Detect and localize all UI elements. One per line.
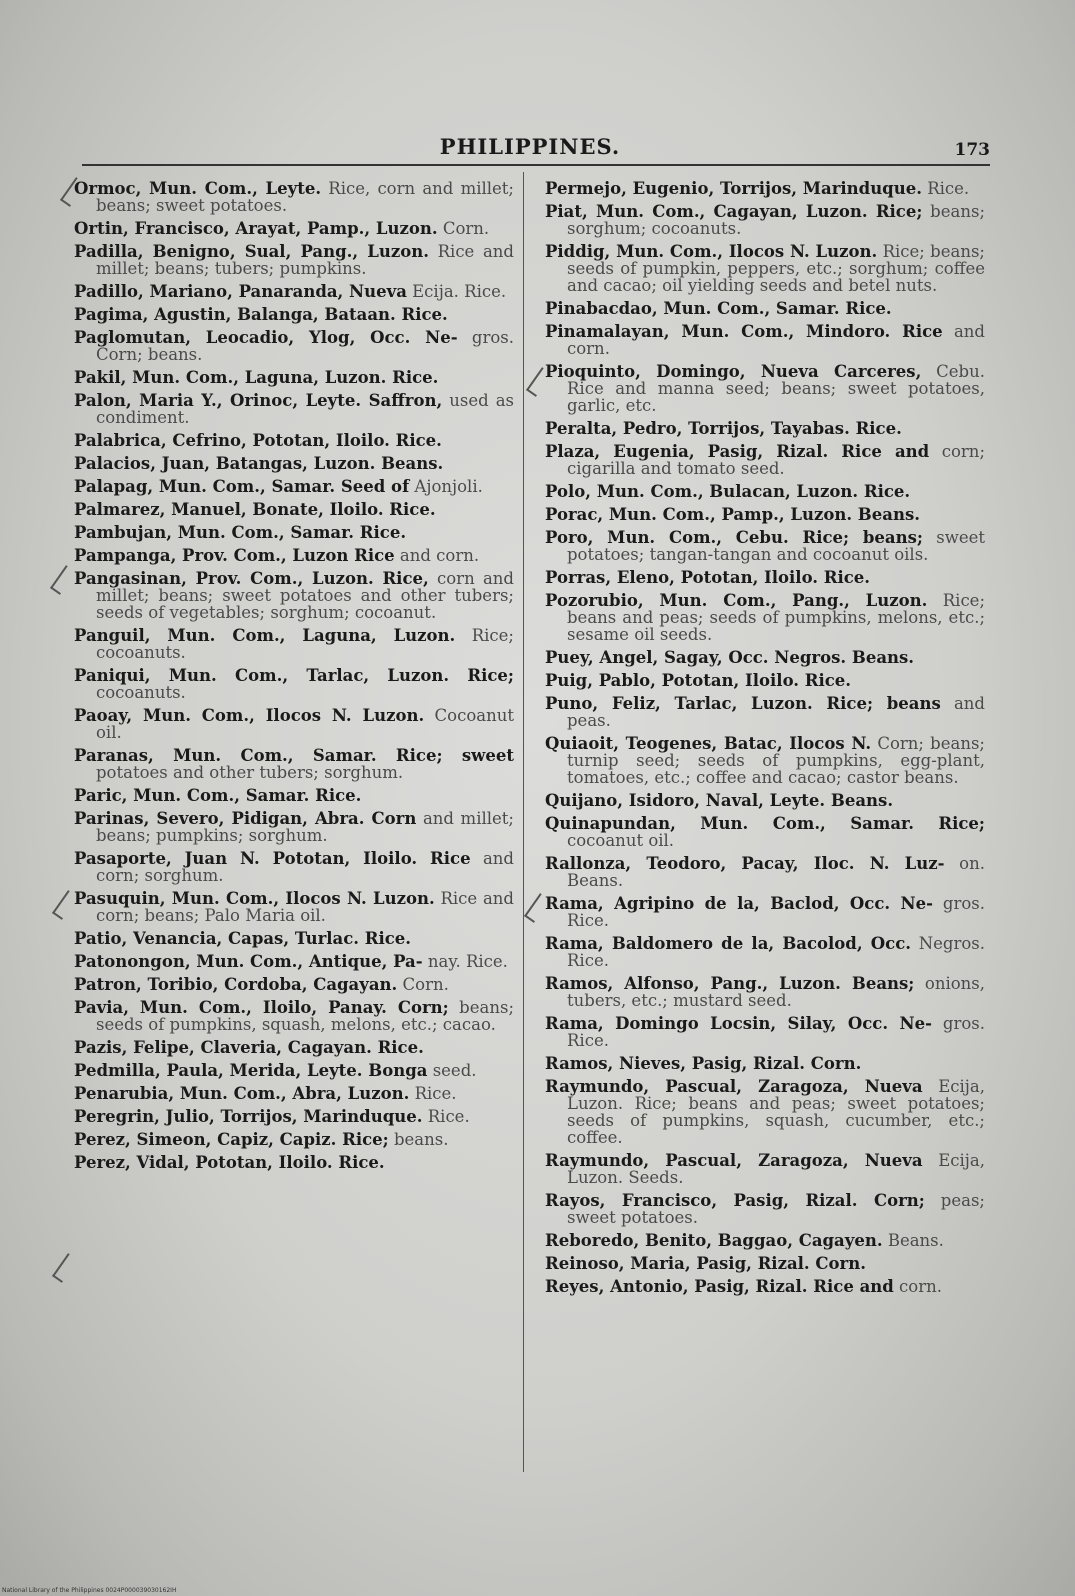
index-entry <box>545 483 985 500</box>
entry-goods: beans. <box>388 1130 449 1149</box>
entry-name: Quijano, Isidoro, Naval, Leyte. Beans. <box>545 791 894 810</box>
entry-goods: Rice and corn; beans; Palo Maria oil. <box>96 889 514 925</box>
index-entry <box>545 815 985 849</box>
index-entry <box>74 999 514 1033</box>
entry-name: Palon, Maria Y., Orinoc, Leyte. Saffron, <box>74 391 443 410</box>
entry-name: Permejo, Eugenio, Torrijos, Marinduque. <box>545 179 922 198</box>
index-entry <box>74 283 514 300</box>
entry-goods: Rice. <box>422 1107 470 1126</box>
entry-goods: sweet potatoes; tangan-tangan and cocoanut oils. <box>567 528 985 564</box>
index-entry <box>74 570 514 621</box>
entry-goods: Negros. Rice. <box>567 934 986 970</box>
entry-goods: potatoes and other tubers; sorghum. <box>96 763 404 782</box>
index-entry <box>74 1154 514 1171</box>
entry-goods: Ecija, Luzon. Seeds. <box>567 1151 985 1187</box>
index-entry <box>545 1192 985 1226</box>
index-entry <box>545 569 985 586</box>
entry-goods: nay. Rice. <box>422 952 508 971</box>
entry-name: Patron, Toribio, Cordoba, Cagayan. <box>74 975 398 994</box>
index-entry <box>545 1278 985 1295</box>
index-entry <box>74 1131 514 1148</box>
entry-name: Paglomutan, Leocadio, Ylog, Occ. Ne- <box>74 328 458 347</box>
index-entry <box>74 1108 514 1125</box>
entry-goods: Cebu. Rice and manna seed; beans; sweet potatoes, garlic, etc. <box>567 362 985 415</box>
entry-name: Piat, Mun. Com., Cagayan, Luzon. Rice; <box>545 202 923 221</box>
entry-goods: Cocoanut oil. <box>96 706 514 742</box>
entry-goods: corn; cigarilla and tomato seed. <box>567 442 985 478</box>
entry-name: Patonongon, Mun. Com., Antique, Pa- <box>74 952 423 971</box>
left-column <box>74 180 514 1177</box>
page-number: 173 <box>954 140 990 160</box>
entry-goods: gros. Rice. <box>567 894 985 930</box>
index-entry <box>545 180 985 197</box>
entry-name: Polo, Mun. Com., Bulacan, Luzon. Rice. <box>545 482 911 501</box>
index-entry <box>545 695 985 729</box>
entry-name: Paniqui, Mun. Com., Tarlac, Luzon. Rice; <box>74 666 514 685</box>
index-entry <box>545 975 985 1009</box>
entry-name: Padilla, Benigno, Sual, Pang., Luzon. <box>74 242 429 261</box>
entry-name: Pakil, Mun. Com., Laguna, Luzon. Rice. <box>74 368 439 387</box>
entry-name: Paranas, Mun. Com., Samar. Rice; sweet <box>74 746 514 765</box>
index-entry <box>545 323 985 357</box>
index-entry <box>74 220 514 237</box>
entry-name: Peralta, Pedro, Torrijos, Tayabas. Rice. <box>545 419 902 438</box>
entry-name: Pasuquin, Mun. Com., Ilocos N. Luzon. <box>74 889 435 908</box>
index-entry <box>545 1015 985 1049</box>
entry-name: Peregrin, Julio, Torrijos, Marinduque. <box>74 1107 423 1126</box>
entry-goods: on. Beans. <box>567 854 985 890</box>
index-entry <box>74 432 514 449</box>
entry-goods: Rice, corn and millet; beans; sweet potatoes. <box>96 179 514 215</box>
index-entry <box>545 792 985 809</box>
entry-goods: and corn; sorghum. <box>96 849 514 885</box>
entry-name: Perez, Simeon, Capiz, Capiz. Rice; <box>74 1130 389 1149</box>
entry-name: Rama, Domingo Locsin, Silay, Occ. Ne- <box>545 1014 932 1033</box>
entry-goods: Corn. <box>397 975 449 994</box>
entry-name: Panguil, Mun. Com., Laguna, Luzon. <box>74 626 456 645</box>
index-entry <box>545 1078 985 1146</box>
entry-name: Pinamalayan, Mun. Com., Mindoro. Rice <box>545 322 943 341</box>
entry-goods: used as condiment. <box>96 391 514 427</box>
entry-goods: cocoanut oil. <box>567 831 675 850</box>
entry-name: Palabrica, Cefrino, Pototan, Iloilo. Rice. <box>74 431 442 450</box>
index-entry <box>545 592 985 643</box>
page-header <box>60 134 1000 166</box>
index-entry <box>74 369 514 386</box>
index-entry <box>545 529 985 563</box>
entry-goods: Rice; cocoanuts. <box>96 626 514 662</box>
index-entry <box>74 627 514 661</box>
entry-goods: beans; sorghum; cocoanuts. <box>567 202 985 238</box>
entry-name: Palmarez, Manuel, Bonate, Iloilo. Rice. <box>74 500 436 519</box>
entry-goods: Beans. <box>882 1231 944 1250</box>
index-entry <box>545 855 985 889</box>
entry-name: Pambujan, Mun. Com., Samar. Rice. <box>74 523 407 542</box>
entry-goods: and corn. <box>567 322 985 358</box>
entry-goods: beans; seeds of pumpkins, squash, melons, etc.; cacao. <box>96 998 514 1034</box>
index-entry <box>545 443 985 477</box>
entry-goods: Rice; beans; seeds of pumpkin, peppers, etc.; sorghum; coffee and cacao; oil yielding seeds and betel nuts. <box>567 242 985 295</box>
entry-name: Paric, Mun. Com., Samar. Rice. <box>74 786 362 805</box>
entry-goods: Rice; beans and peas; seeds of pumpkins, melons, etc.; sesame oil seeds. <box>567 591 986 644</box>
entry-name: Quinapundan, Mun. Com., Samar. Rice; <box>545 814 985 833</box>
index-entry <box>74 810 514 844</box>
entry-name: Puey, Angel, Sagay, Occ. Negros. Beans. <box>545 648 915 667</box>
entry-name: Ortin, Francisco, Arayat, Pamp., Luzon. <box>74 219 438 238</box>
entry-name: Porras, Eleno, Pototan, Iloilo. Rice. <box>545 568 871 587</box>
entry-name: Pagima, Agustin, Balanga, Bataan. Rice. <box>74 305 448 324</box>
entry-name: Rayos, Francisco, Pasig, Rizal. Corn; <box>545 1191 925 1210</box>
entry-name: Pangasinan, Prov. Com., Luzon. Rice, <box>74 569 429 588</box>
entry-name: Reboredo, Benito, Baggao, Cagayen. <box>545 1231 883 1250</box>
entry-name: Pasaporte, Juan N. Pototan, Iloilo. Rice <box>74 849 471 868</box>
entry-goods: corn and millet; beans; sweet potatoes and other tubers; seeds of vegetables; sorghum; cocoanut. <box>96 569 514 622</box>
entry-name: Pazis, Felipe, Claveria, Cagayan. Rice. <box>74 1038 424 1057</box>
index-entry <box>74 180 514 214</box>
entry-name: Pedmilla, Paula, Merida, Leyte. Bonga <box>74 1061 428 1080</box>
entry-name: Reyes, Antonio, Pasig, Rizal. Rice and <box>545 1277 894 1296</box>
entry-name: Paoay, Mun. Com., Ilocos N. Luzon. <box>74 706 425 725</box>
entry-name: Ormoc, Mun. Com., Leyte. <box>74 179 322 198</box>
entry-name: Perez, Vidal, Pototan, Iloilo. Rice. <box>74 1153 385 1172</box>
entry-name: Patio, Venancia, Capas, Turlac. Rice. <box>74 929 412 948</box>
entry-name: Pampanga, Prov. Com., Luzon Rice <box>74 546 395 565</box>
entry-name: Puig, Pablo, Pototan, Iloilo. Rice. <box>545 671 852 690</box>
index-entry <box>545 363 985 414</box>
entry-goods: Rice and millet; beans; tubers; pumpkins. <box>96 242 514 278</box>
index-entry <box>545 243 985 294</box>
entry-goods: onions, tubers, etc.; mustard seed. <box>567 974 985 1010</box>
index-entry <box>74 930 514 947</box>
right-column <box>545 180 985 1301</box>
index-entry <box>74 667 514 701</box>
entry-name: Raymundo, Pascual, Zaragoza, Nueva <box>545 1077 923 1096</box>
entry-goods: Rice. <box>921 179 970 198</box>
index-entry <box>74 976 514 993</box>
entry-name: Penarubia, Mun. Com., Abra, Luzon. <box>74 1084 410 1103</box>
entry-goods: Corn. <box>437 219 490 238</box>
entry-name: Rama, Baldomero de la, Bacolod, Occ. <box>545 934 911 953</box>
index-entry <box>74 850 514 884</box>
entry-name: Plaza, Eugenia, Pasig, Rizal. Rice and <box>545 442 930 461</box>
entry-name: Raymundo, Pascual, Zaragoza, Nueva <box>545 1151 923 1170</box>
entry-goods: gros. Rice. <box>567 1014 986 1050</box>
running-title: PHILIPPINES. <box>439 134 621 159</box>
index-entry <box>74 890 514 924</box>
index-entry <box>545 649 985 666</box>
entry-name: Rama, Agripino de la, Baclod, Occ. Ne- <box>545 894 933 913</box>
entry-goods: seed. <box>427 1061 477 1080</box>
footer-credit: National Library of the Philippines 0024P000039030162IH <box>2 1587 177 1594</box>
index-entry <box>74 1039 514 1056</box>
entry-name: Poro, Mun. Com., Cebu. Rice; beans; <box>545 528 923 547</box>
index-entry <box>74 1085 514 1102</box>
index-entry <box>545 735 985 786</box>
entry-name: Piddig, Mun. Com., Ilocos N. Luzon. <box>545 242 878 261</box>
entry-name: Ramos, Alfonso, Pang., Luzon. Beans; <box>545 974 915 993</box>
index-entry <box>74 1062 514 1079</box>
index-entry <box>545 1152 985 1186</box>
entry-name: Parinas, Severo, Pidigan, Abra. Corn <box>74 809 417 828</box>
index-entry <box>545 672 985 689</box>
index-entry <box>74 243 514 277</box>
entry-name: Porac, Mun. Com., Pamp., Luzon. Beans. <box>545 505 920 524</box>
index-entry <box>74 787 514 804</box>
entry-name: Reinoso, Maria, Pasig, Rizal. Corn. <box>545 1254 866 1273</box>
entry-goods: peas; sweet potatoes. <box>567 1191 985 1227</box>
entry-goods: and corn. <box>394 546 480 565</box>
entry-goods: and millet; beans; pumpkins; sorghum. <box>96 809 514 845</box>
entry-goods: Ecija, Luzon. Rice; beans and peas; sweet potatoes; seeds of pumpkins, squash, cucumber, etc.; coffee. <box>567 1077 985 1147</box>
index-entry <box>545 300 985 317</box>
entry-goods: Corn; beans; turnip seed; seeds of pumpkins, egg-plant, tomatoes, etc.; coffee and cacao; castor beans. <box>567 734 985 787</box>
index-entry <box>545 203 985 237</box>
index-entry <box>74 392 514 426</box>
index-entry <box>545 420 985 437</box>
index-entry <box>74 306 514 323</box>
entry-goods: Rice. <box>409 1084 457 1103</box>
index-entry <box>74 747 514 781</box>
entry-goods: Ecija. Rice. <box>406 282 507 301</box>
index-entry <box>545 895 985 929</box>
entry-name: Pioquinto, Domingo, Nueva Carceres, <box>545 362 922 381</box>
entry-goods: corn. <box>893 1277 942 1296</box>
entry-name: Ramos, Nieves, Pasig, Rizal. Corn. <box>545 1054 862 1073</box>
entry-name: Palacios, Juan, Batangas, Luzon. Beans. <box>74 454 444 473</box>
entry-name: Palapag, Mun. Com., Samar. Seed of <box>74 477 410 496</box>
entry-name: Padillo, Mariano, Panaranda, Nueva <box>74 282 407 301</box>
index-entry <box>545 1255 985 1272</box>
index-entry <box>74 478 514 495</box>
entry-name: Rallonza, Teodoro, Pacay, Iloc. N. Luz- <box>545 854 945 873</box>
index-entry <box>74 329 514 363</box>
entry-name: Quiaoit, Teogenes, Batac, Ilocos N. <box>545 734 872 753</box>
entry-goods: Ajonjoli. <box>409 477 483 496</box>
entry-name: Pozorubio, Mun. Com., Pang., Luzon. <box>545 591 928 610</box>
index-entry <box>74 953 514 970</box>
entry-goods: gros. Corn; beans. <box>96 328 515 364</box>
index-entry <box>545 506 985 523</box>
index-entry <box>74 455 514 472</box>
header-rule <box>82 164 990 166</box>
column-divider <box>523 172 524 1472</box>
entry-name: Pavia, Mun. Com., Iloilo, Panay. Corn; <box>74 998 449 1017</box>
index-entry <box>74 707 514 741</box>
entry-name: Puno, Feliz, Tarlac, Luzon. Rice; beans <box>545 694 941 713</box>
index-entry <box>74 524 514 541</box>
entry-goods: and peas. <box>567 694 985 730</box>
entry-goods: cocoanuts. <box>96 683 186 702</box>
index-entry <box>545 1055 985 1072</box>
index-entry <box>545 935 985 969</box>
index-entry <box>545 1232 985 1249</box>
index-entry <box>74 501 514 518</box>
index-entry <box>74 547 514 564</box>
entry-name: Pinabacdao, Mun. Com., Samar. Rice. <box>545 299 892 318</box>
